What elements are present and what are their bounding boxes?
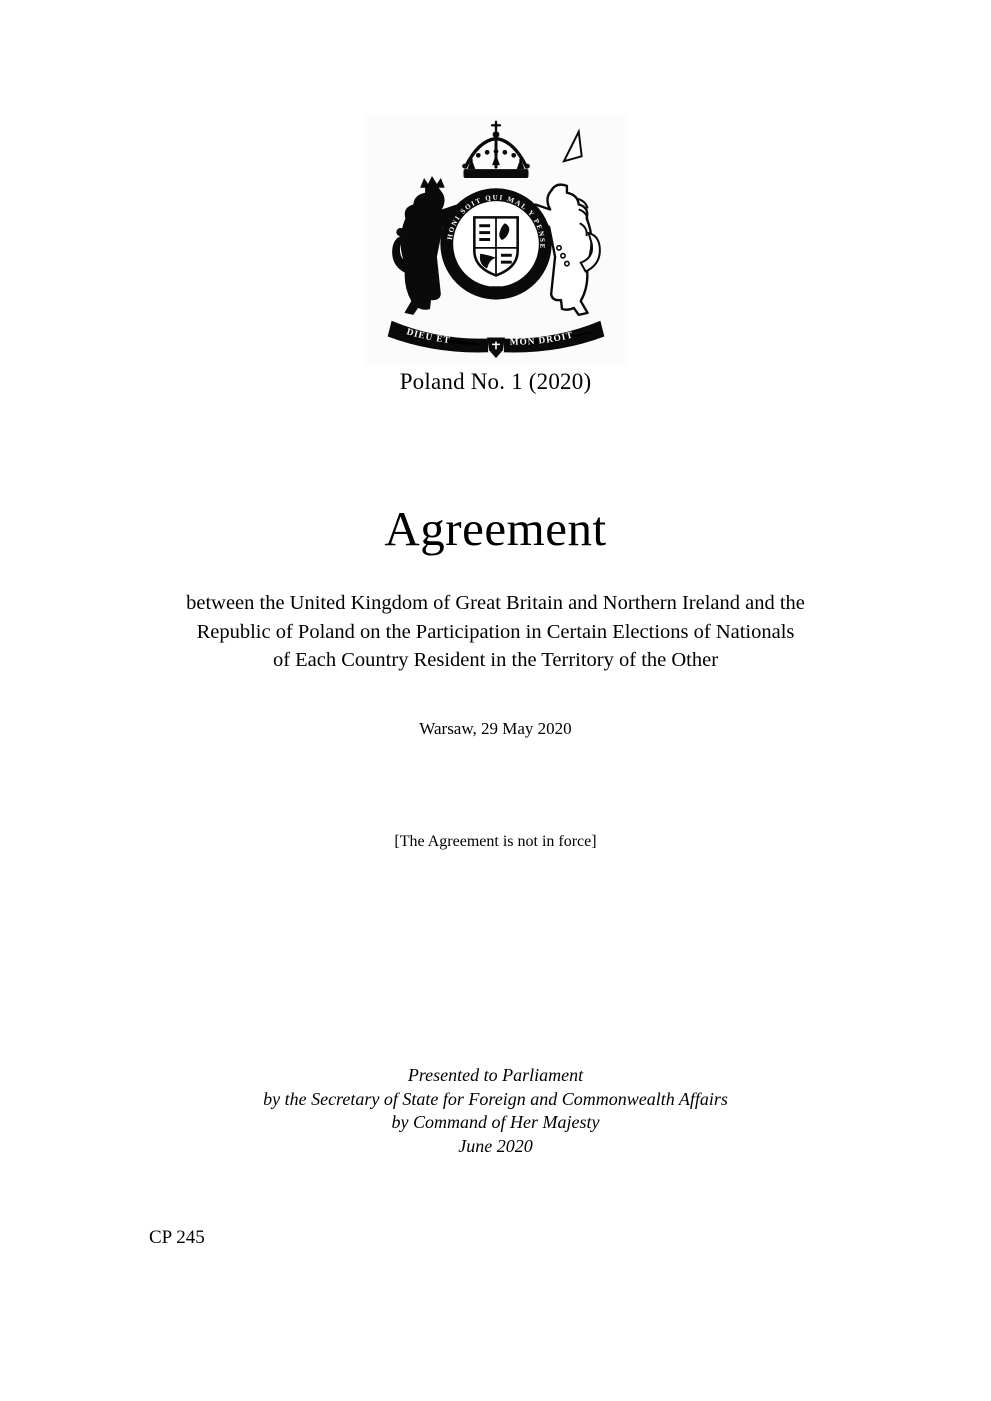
motto-right-text: MON DROIT (509, 330, 575, 348)
presentation-statement (0, 1064, 991, 1158)
command-paper-number: CP 245 (149, 1227, 205, 1248)
presentation-line: June 2020 (458, 1135, 533, 1156)
document-title: Agreement (384, 501, 607, 556)
royal-coat-of-arms (366, 115, 626, 365)
force-note: [The Agreement is not in force] (394, 833, 597, 850)
subtitle-line: Republic of Poland on the Participation in Certain Elections of Nationals (196, 620, 795, 643)
motto-left-text: DIEU ET (404, 327, 451, 347)
garter-motto-text: HONI SOIT QUI MAL Y PENSE (445, 193, 546, 251)
royal-coat-of-arms-image (364, 113, 628, 367)
series-title: Poland No. 1 (2020) (399, 369, 592, 394)
place-date: Warsaw, 29 May 2020 (419, 719, 572, 738)
subtitle-line: between the United Kingdom of Great Britain and Northern Ireland and the (186, 592, 805, 614)
subtitle-line: of Each Country Resident in the Territory of the Other (272, 649, 719, 671)
presentation-line: by the Secretary of State for Foreign and Commonwealth Affairs (263, 1088, 728, 1109)
motto-ribbon-icon (387, 321, 604, 358)
presentation-line: by Command of Her Majesty (391, 1112, 600, 1132)
presentation-line: Presented to Parliament (407, 1065, 584, 1085)
document-subtitle (0, 589, 991, 675)
royal-shield-icon (474, 217, 517, 275)
crown-icon (462, 122, 530, 178)
